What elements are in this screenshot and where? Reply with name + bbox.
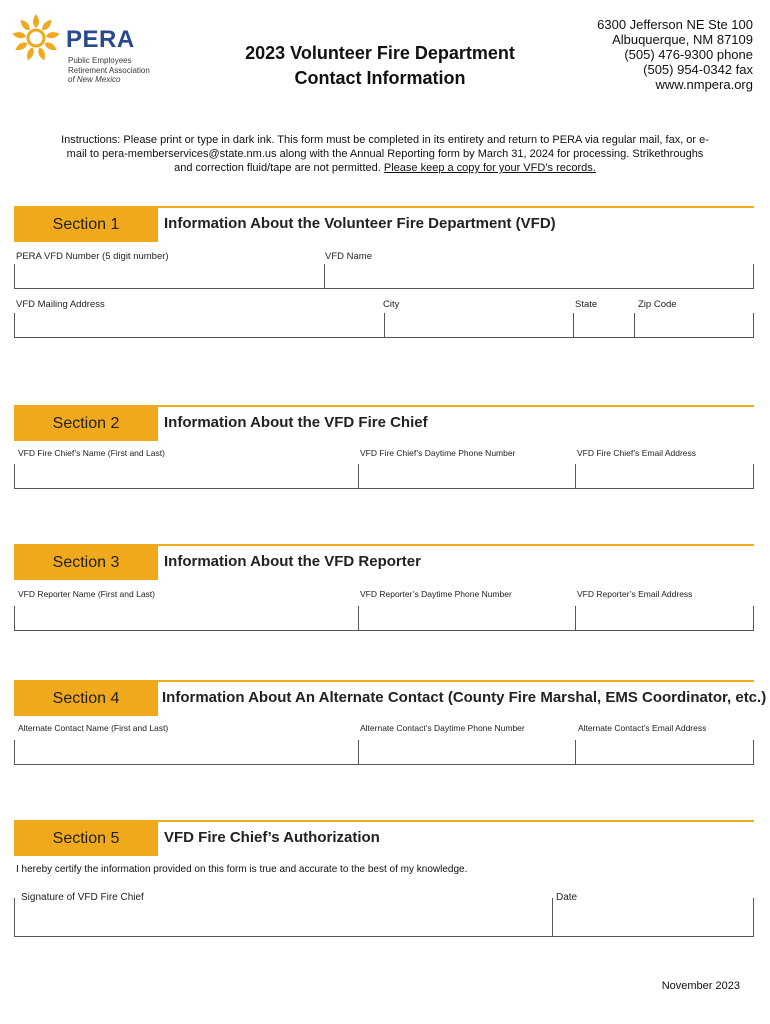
section-4-title: Information About An Alternate Contact (County Fire Marshal, EMS Coordinator, etc.): [162, 689, 767, 706]
signature-label: Signature of VFD Fire Chief: [21, 892, 144, 903]
chief-name-label: VFD Fire Chief’s Name (First and Last): [18, 448, 165, 458]
fax-line: (505) 954-0342 fax: [643, 62, 753, 77]
signature-input[interactable]: [14, 898, 552, 937]
pera-address: [533, 17, 753, 92]
chief-email-input[interactable]: [575, 464, 754, 489]
reporter-email-input[interactable]: [575, 606, 754, 631]
alt-name-input[interactable]: [14, 740, 358, 765]
zip-label: Zip Code: [638, 299, 677, 310]
section-4-header: [14, 680, 767, 718]
section-3-tab: Section 3: [14, 546, 158, 580]
section-2-tab: Section 2: [14, 407, 158, 441]
instructions-text: Instructions: Please print or type in dark ink. This form must be completed in its entirety and return to PERA via regular mail, fax, or e-mail to pera-memberservices@state.nm.us along with the Annual Reporting form by March 31, 2024 for processing. Strikethroughs and correction fluid/tape are not permitted.: [61, 134, 709, 174]
zip-input[interactable]: [634, 313, 754, 338]
alt-phone-input[interactable]: [358, 740, 575, 765]
phone-line: (505) 476-9300 phone: [624, 47, 753, 62]
mailing-address-input[interactable]: [14, 313, 384, 338]
address-line: Albuquerque, NM 87109: [612, 32, 753, 47]
instructions: [60, 133, 710, 175]
logo-subtitle: [68, 56, 168, 85]
website-link[interactable]: www.nmpera.org: [655, 77, 753, 92]
section-3-title: Information About the VFD Reporter: [164, 553, 421, 570]
city-label: City: [383, 299, 400, 310]
instructions-note: Please keep a copy for your VFD’s records.: [383, 162, 596, 174]
reporter-name-label: VFD Reporter Name (First and Last): [18, 589, 155, 599]
pera-sun-logo-icon: [10, 12, 62, 64]
vfd-number-input[interactable]: [14, 264, 324, 289]
reporter-phone-input[interactable]: [358, 606, 575, 631]
section-5-tab: Section 5: [14, 822, 158, 856]
reporter-phone-label: VFD Reporter’s Daytime Phone Number: [360, 589, 512, 599]
title-line: 2023 Volunteer Fire Department: [245, 43, 515, 63]
chief-name-input[interactable]: [14, 464, 358, 489]
alt-email-input[interactable]: [575, 740, 754, 765]
chief-phone-input[interactable]: [358, 464, 575, 489]
alt-name-label: Alternate Contact Name (First and Last): [18, 723, 169, 733]
logo-sub-line: Retirement Association: [68, 65, 150, 75]
state-input[interactable]: [573, 313, 634, 338]
state-label: State: [575, 299, 598, 310]
footer-date: November 2023: [661, 980, 740, 992]
section-2-header: [14, 405, 754, 443]
vfd-name-input[interactable]: [324, 264, 754, 289]
vfd-number-label: PERA VFD Number (5 digit number): [16, 251, 169, 262]
logo-sub-line: Public Employees: [68, 56, 132, 65]
section-5-title: VFD Fire Chief’s Authorization: [164, 829, 380, 846]
mailing-address-label: VFD Mailing Address: [16, 299, 105, 310]
city-input[interactable]: [384, 313, 573, 338]
section-1-header: [14, 206, 754, 244]
date-input[interactable]: [552, 898, 754, 937]
chief-phone-label: VFD Fire Chief’s Daytime Phone Number: [360, 448, 516, 458]
address-line: 6300 Jefferson NE Ste 100: [597, 17, 753, 32]
section-5-header: [14, 820, 754, 858]
vfd-name-label: VFD Name: [325, 251, 372, 262]
form-title: [220, 41, 540, 91]
title-line: Contact Information: [294, 68, 466, 88]
date-label: Date: [556, 892, 578, 903]
reporter-name-input[interactable]: [14, 606, 358, 631]
reporter-email-label: VFD Reporter’s Email Address: [577, 589, 693, 599]
logo-wordmark: PERA: [66, 26, 135, 53]
logo-sub-line: of New Mexico: [68, 75, 121, 84]
alt-email-label: Alternate Contact’s Email Address: [578, 723, 707, 733]
alt-phone-label: Alternate Contact’s Daytime Phone Number: [360, 723, 525, 733]
section-4-tab: Section 4: [14, 682, 158, 716]
section-1-tab: Section 1: [14, 208, 158, 242]
section-3-header: [14, 544, 754, 582]
chief-email-label: VFD Fire Chief’s Email Address: [577, 448, 697, 458]
section-2-title: Information About the VFD Fire Chief: [164, 414, 428, 431]
certification-text: I hereby certify the information provided on this form is true and accurate to the best of my knowledge.: [16, 864, 468, 875]
section-1-title: Information About the Volunteer Fire Department (VFD): [164, 215, 556, 232]
